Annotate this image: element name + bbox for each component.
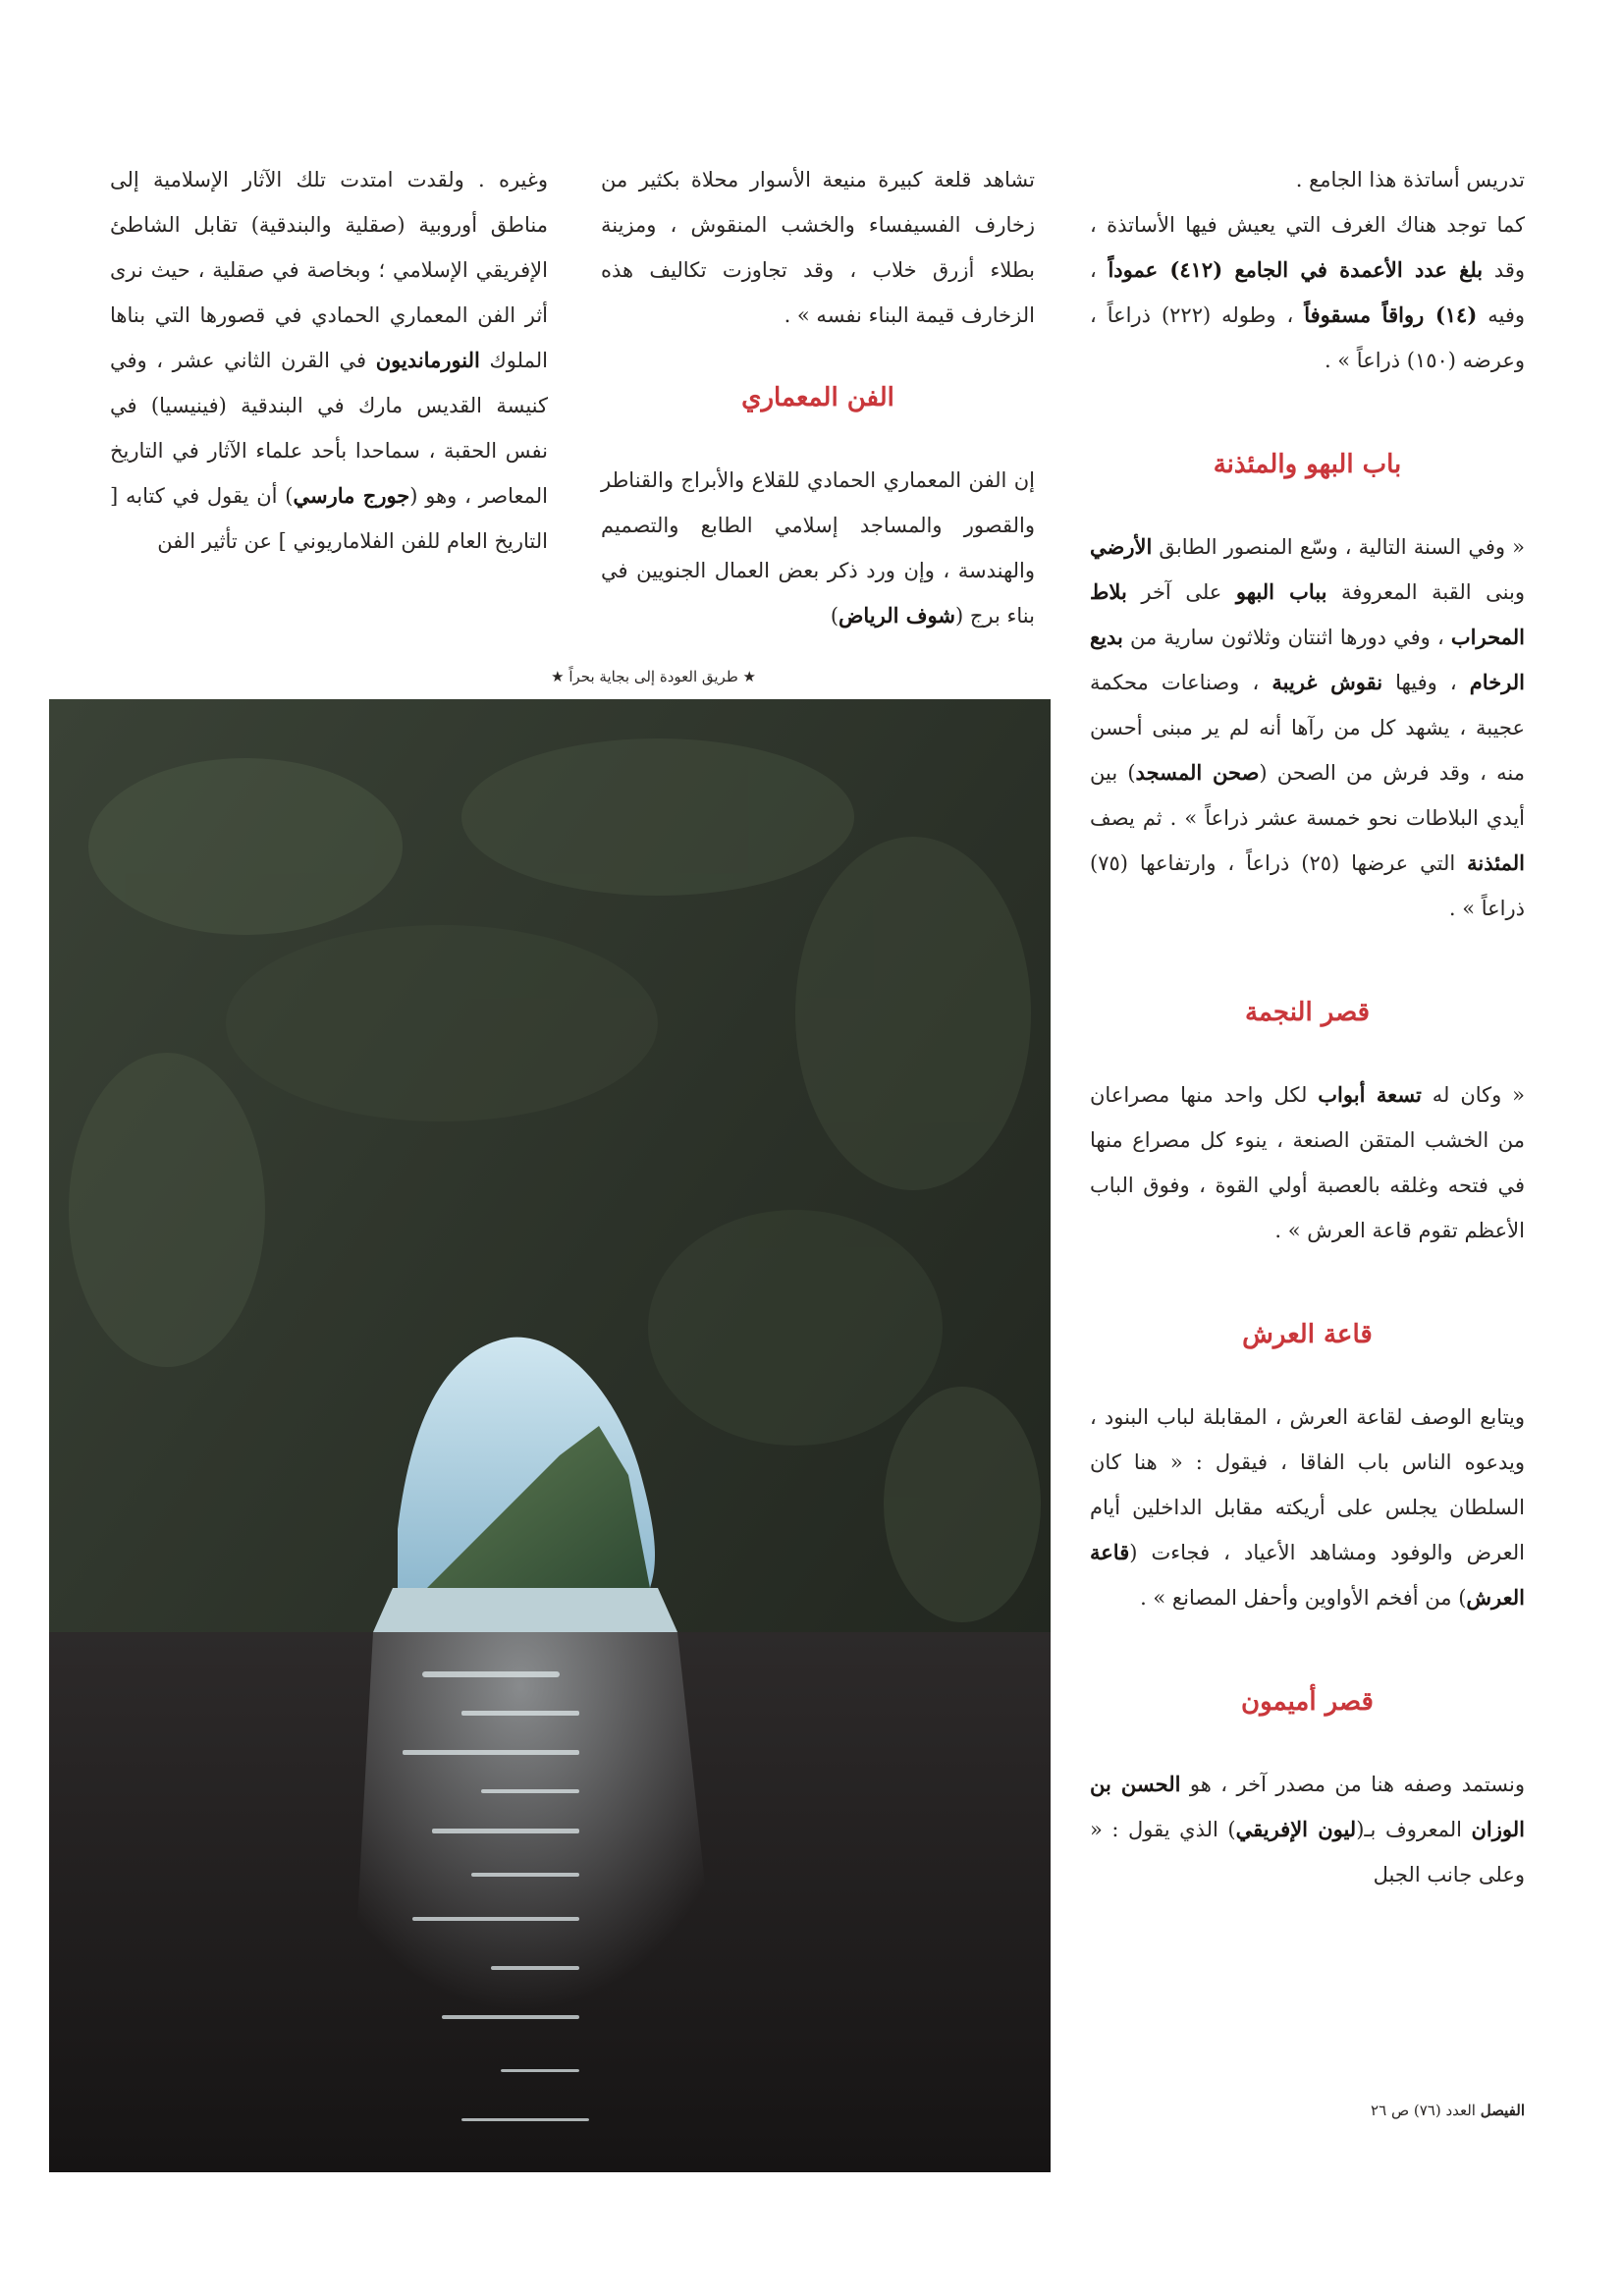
paragraph: تشاهد قلعة كبيرة منيعة الأسوار محلاة بكثير من زخارف الفسيفساء والخشب المنقوش ، ومزينة بطلاء أزرق خلاب ، وقد تجاوزت تكاليف هذه الزخارف قيمة البناء نفسه » . [601, 168, 1035, 327]
magazine-name: الفيصل [1480, 2102, 1525, 2119]
page-footer [1178, 2100, 1525, 2121]
paragraph: كما توجد هناك الغرف التي يعيش فيها الأساتذة ، وقد بلغ عدد الأعمدة في الجامع (٤١٢) عموداً ، وفيه (١٤) رواقاً مسقوفاً ، وطوله (٢٢٢) ذراعاً ، وعرضه (١٥٠) ذراعاً » . [1090, 213, 1526, 372]
section-heading: قصر النجمة [1244, 998, 1371, 1027]
left-column [110, 157, 548, 564]
paragraph: إن الفن المعماري الحمادي للقلاع والأبراج والقناطر والقصور والمساجد إسلامي الطابع والتصميم والهندسة ، وإن ورد ذكر بعض العمال الجنويين في بناء برج (شوف الرياض) [601, 468, 1035, 628]
paragraph: « وفي السنة التالية ، وسّع المنصور الطابق الأرضي وبنى القبة المعروفة بباب البهو على آخر بلاط المحراب ، وفي دورها اثنتان وثلاثون سارية من بديع الرخام ، وفيها نقوش غريبة ، وصناعات محكمة عجيبة ، يشهد كل من رآها أنه لم ير مبنى أحسن منه ، وقد فرش من الصحن (صحن المسجد) بين أيدي البلاطات نحو خمسة عشر ذراعاً » . ثم يصف المئذنة التي عرضها (٢٥) ذراعاً ، وارتفاعها (٧٥) ذراعاً » . [1090, 534, 1525, 920]
section-heading: قصر أميمون [1241, 1687, 1374, 1717]
section-heading: قاعة العرش [1242, 1320, 1373, 1349]
paragraph: « وكان له تسعة أبواب لكل واحد منها مصراعان من الخشب المتقن الصنعة ، ينوء كل مصراع منها في فتحه وغلقه بالعصبة أولي القوة ، وفوق الباب الأعظم تقوم قاعة العرش » . [1090, 1082, 1525, 1242]
right-column [1090, 157, 1525, 1897]
issue-page: العدد (٧٦) ص ٢٦ [1371, 2102, 1476, 2119]
section-heading: باب البهو والمئذنة [1213, 450, 1402, 479]
section-heading: الفن المعماري [741, 383, 894, 412]
paragraph: ونستمد وصفه هنا من مصدر آخر ، هو الحسن بن الوزان المعروف بـ(ليون الإفريقي) الذي يقول : « وعلى جانب الجبل [1090, 1772, 1526, 1886]
paragraph: وغيره . ولقدت امتدت تلك الآثار الإسلامية إلى مناطق أوروبية (صقلية والبندقية) تقابل الشاطئ الإفريقي الإسلامي ؛ وبخاصة في صقلية ، حيث نرى أثر الفن المعماري الحمادي في قصورها التي بناها الملوك النورمانديون في القرن الثاني عشر ، وفي كنيسة القديس مارك في البندقية (فينيسيا) في نفس الحقبة ، سماحدا بأحد علماء الآثار في التاريخ المعاصر ، وهو (جورج مارسي) أن يقول في كتابه [ التاريخ العام للفن الفلاماريوني ] عن تأثير الفن [110, 168, 548, 553]
middle-column [601, 157, 1035, 638]
paragraph: ويتابع الوصف لقاعة العرش ، المقابلة لباب البنود ، ويدعوه الناس باب الفاقا ، فيقول : « هنا كان السلطان يجلس على أريكته مقابل الداخلين أيام العرض والوفود ومشاهد الأعياد ، فجاءت (قاعة العرش) من أفخم الأواوين وأحفل المصانع » . [1090, 1405, 1525, 1610]
photo-caption: ★ طريق العودة إلى بجاية بحراً ★ [551, 668, 756, 685]
paragraph: تدريس أساتذة هذا الجامع . [1295, 168, 1525, 191]
sea-cave-photo [49, 699, 1051, 2172]
